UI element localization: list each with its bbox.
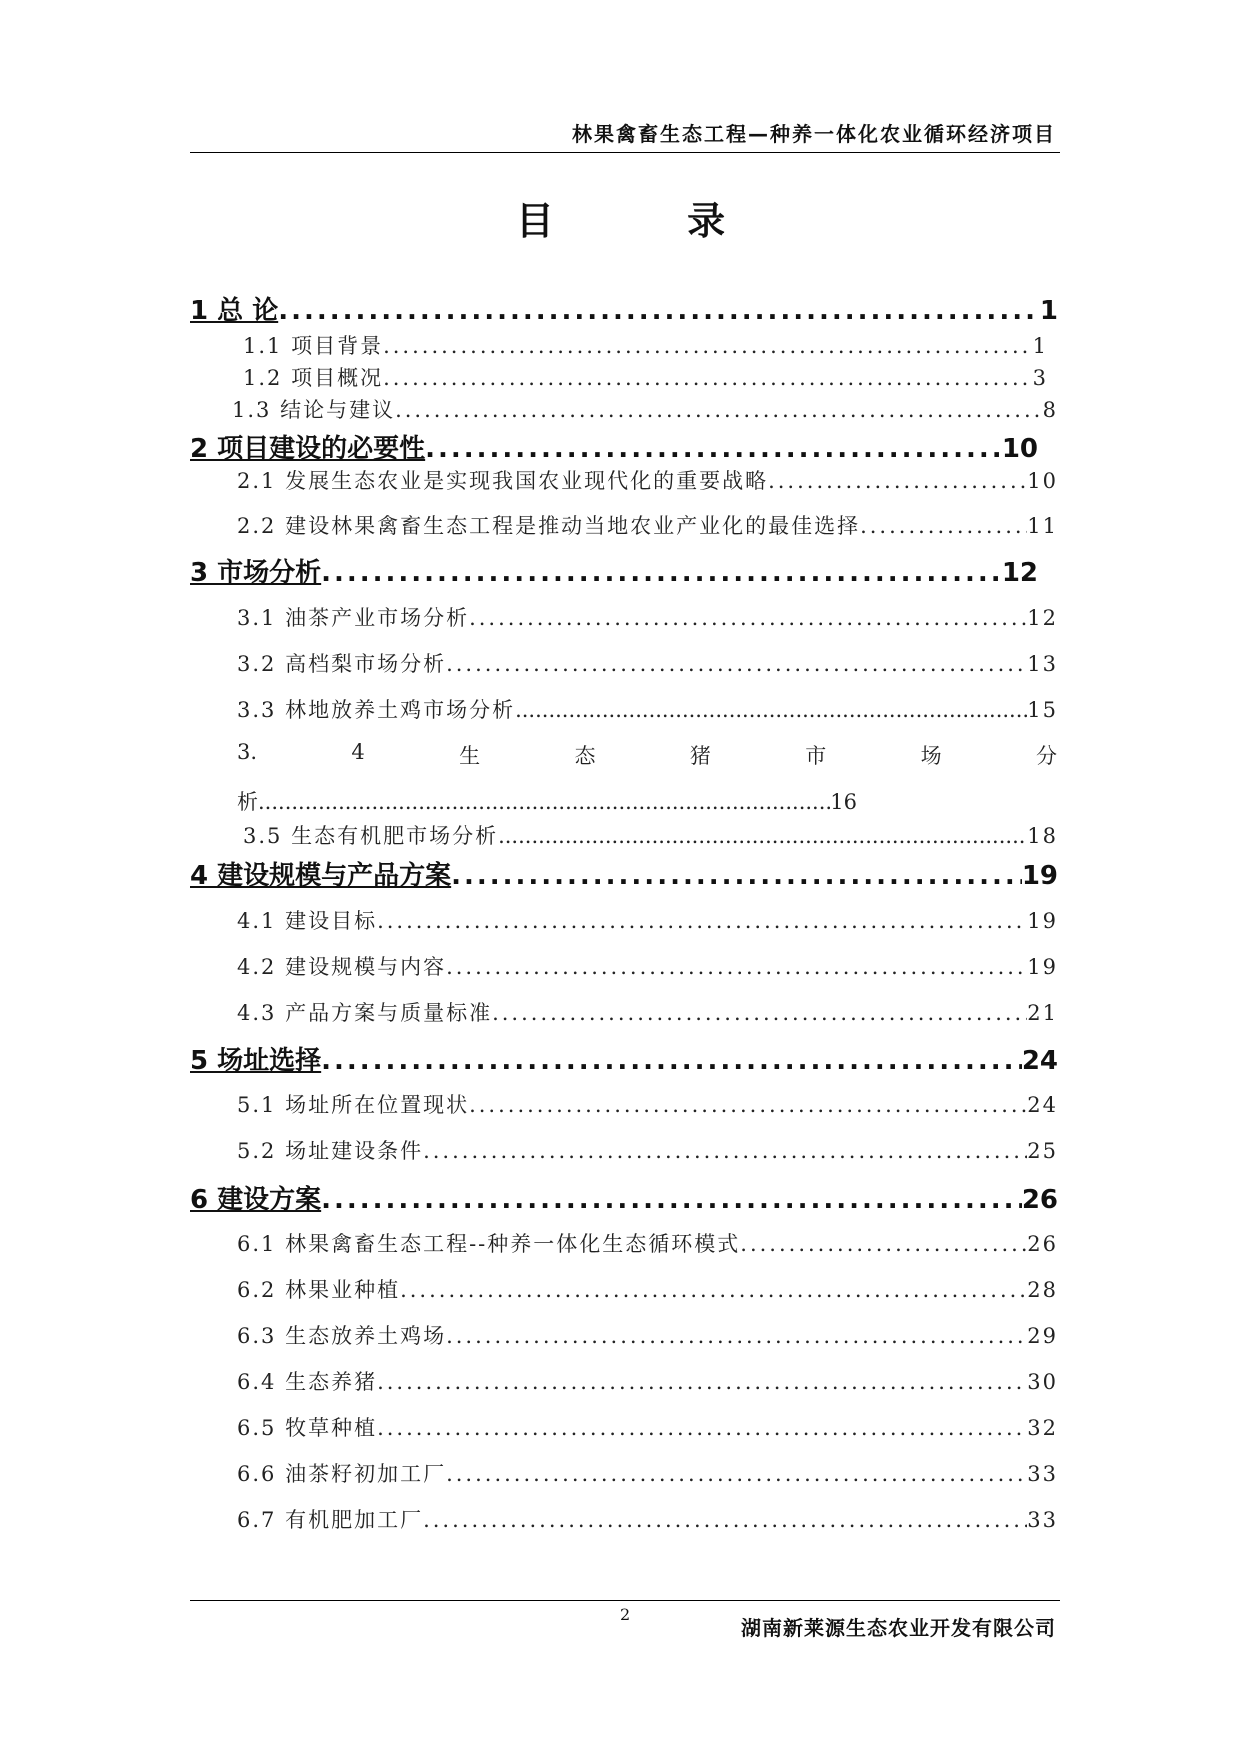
toc-label: 5 场址选择: [190, 1046, 322, 1076]
toc-label: 6.7 有机肥加工厂: [237, 1508, 424, 1532]
page-title: 目 录: [515, 199, 786, 243]
toc-label: 6 建设方案: [190, 1185, 322, 1215]
toc-page: 12: [1001, 558, 1038, 588]
toc-label-part: 分: [1035, 744, 1057, 768]
toc-entry-6-4[interactable]: [237, 1366, 1058, 1396]
toc-entry-6-7[interactable]: [237, 1504, 1058, 1534]
toc-page: 26: [1027, 1232, 1058, 1256]
toc-page: 1: [1032, 334, 1048, 358]
dot-leader: [423, 1139, 1027, 1163]
toc-page: 18: [1027, 824, 1058, 848]
toc-label: 3 市场分析: [190, 558, 322, 588]
toc-label: 2 项目建设的必要性: [190, 434, 426, 464]
toc-page: 3: [1032, 366, 1048, 390]
dot-leader: [278, 296, 1040, 326]
toc-entry-6-2[interactable]: [237, 1274, 1058, 1304]
dot-leader: [321, 1185, 1022, 1215]
toc-entry-3-3[interactable]: [237, 694, 1058, 724]
toc-label: 1.2 项目概况: [243, 366, 384, 390]
dot-leader: [515, 698, 1027, 722]
toc-label-part: 3.: [237, 740, 258, 764]
toc-label: 1 总 论: [190, 296, 279, 326]
toc-entry-2[interactable]: [190, 428, 1038, 465]
header-title: 林果禽畜生态工程—种养一体化农业循环经济项目: [572, 122, 1056, 146]
toc-entry-3-5[interactable]: [243, 820, 1058, 850]
toc-entry-1-2[interactable]: [243, 362, 1048, 392]
toc-label: 4.1 建设目标: [237, 909, 378, 933]
dot-leader: [860, 514, 1027, 538]
toc-entry-6[interactable]: [190, 1179, 1058, 1216]
toc-label: 1.1 项目背景: [243, 334, 384, 358]
toc-page: 29: [1027, 1324, 1058, 1348]
toc-page: 24: [1021, 1046, 1058, 1076]
toc-entry-6-6[interactable]: [237, 1458, 1058, 1488]
toc-label-part: 4: [351, 740, 365, 764]
dot-leader: [423, 1508, 1027, 1532]
dot-leader: [400, 1278, 1027, 1302]
toc-label: 析: [237, 790, 258, 814]
footer-page-number: 2: [620, 1605, 631, 1624]
toc-page: 10: [1027, 469, 1058, 493]
toc-page: 12: [1027, 606, 1058, 630]
dot-leader: [446, 652, 1027, 676]
dot-leader: [383, 366, 1033, 390]
dot-leader: [446, 1462, 1027, 1486]
toc-label-part: 市: [805, 744, 827, 768]
toc-label: 2.1 发展生态农业是实现我国农业现代化的重要战略: [237, 469, 769, 493]
dot-leader: [451, 861, 1022, 891]
dot-leader: [377, 1370, 1027, 1394]
dot-leader: [768, 469, 1027, 493]
toc-label: 1.3 结论与建议: [232, 398, 396, 422]
toc-page: 24: [1027, 1093, 1058, 1117]
toc-entry-3-2[interactable]: [237, 648, 1058, 678]
dot-leader: [446, 1324, 1027, 1348]
toc-label: 3.1 油茶产业市场分析: [237, 606, 470, 630]
toc-label: 6.3 生态放养土鸡场: [237, 1324, 447, 1348]
toc-page: 33: [1027, 1508, 1058, 1532]
toc-label: 5.1 场址所在位置现状: [237, 1093, 470, 1117]
toc-entry-3-4[interactable]: [237, 740, 1057, 770]
dot-leader: [321, 1046, 1022, 1076]
toc-label: 6.1 林果禽畜生态工程--种养一体化生态循环模式: [237, 1232, 741, 1256]
toc-label-part: 猪: [689, 744, 711, 768]
toc-entry-6-3[interactable]: [237, 1320, 1058, 1350]
dot-leader: [395, 398, 1043, 422]
dot-leader: [377, 909, 1027, 933]
toc-label: 3.5 生态有机肥市场分析: [243, 824, 499, 848]
toc-page: 19: [1021, 861, 1058, 891]
dot-leader: [492, 1001, 1027, 1025]
footer-rule: [190, 1600, 1060, 1601]
toc-page: 19: [1027, 909, 1058, 933]
dot-leader: [498, 824, 1027, 848]
toc-page: 26: [1021, 1185, 1058, 1215]
toc-entry-3-4-cont[interactable]: [237, 786, 857, 816]
toc-entry-4[interactable]: [190, 855, 1058, 892]
toc-entry-2-2[interactable]: [237, 510, 1058, 540]
toc-page: 33: [1027, 1462, 1058, 1486]
toc-page: 13: [1027, 652, 1058, 676]
dot-leader: [321, 558, 1002, 588]
toc-page: 8: [1042, 398, 1058, 422]
toc-page: 15: [1027, 698, 1058, 722]
dot-leader: [469, 1093, 1027, 1117]
toc-label: 2.2 建设林果禽畜生态工程是推动当地农业产业化的最佳选择: [237, 514, 861, 538]
header-rule: [190, 152, 1060, 153]
toc-entry-4-1[interactable]: [237, 905, 1058, 935]
toc-page: 30: [1027, 1370, 1058, 1394]
toc-page: 1: [1039, 296, 1058, 326]
dot-leader: [425, 434, 1002, 464]
toc-label: 3.3 林地放养土鸡市场分析: [237, 698, 516, 722]
toc-page: 16: [830, 790, 857, 814]
toc-entry-6-1[interactable]: [237, 1228, 1058, 1258]
dot-leader: [383, 334, 1033, 358]
toc-label: 6.6 油茶籽初加工厂: [237, 1462, 447, 1486]
toc-page: 21: [1027, 1001, 1058, 1025]
toc-label: 6.5 牧草种植: [237, 1416, 378, 1440]
dot-leader: [740, 1232, 1027, 1256]
toc-entry-5-1[interactable]: [237, 1089, 1058, 1119]
footer-company: 湖南新莱源生态农业开发有限公司: [741, 1616, 1056, 1640]
toc-label: 3.2 高档梨市场分析: [237, 652, 447, 676]
toc-entry-4-2[interactable]: [237, 951, 1058, 981]
toc-label-part: 场: [920, 744, 942, 768]
toc-label: 4.3 产品方案与质量标准: [237, 1001, 493, 1025]
toc-page: 25: [1027, 1139, 1058, 1163]
toc-page: 11: [1027, 514, 1058, 538]
dot-leader: [377, 1416, 1027, 1440]
toc-entry-1-3[interactable]: [232, 394, 1058, 424]
toc-entry-1[interactable]: [190, 290, 1058, 327]
toc-entry-5[interactable]: [190, 1040, 1058, 1077]
toc-page: 19: [1027, 955, 1058, 979]
toc-label: 6.4 生态养猪: [237, 1370, 378, 1394]
toc-label-part: 生: [459, 744, 481, 768]
toc-entry-3-1[interactable]: [237, 602, 1058, 632]
toc-entry-1-1[interactable]: [243, 330, 1048, 360]
toc-entry-3[interactable]: [190, 552, 1038, 589]
toc-label-part: 态: [574, 744, 596, 768]
toc-entry-6-5[interactable]: [237, 1412, 1058, 1442]
toc-label: 5.2 场址建设条件: [237, 1139, 424, 1163]
toc-page: 10: [1001, 434, 1038, 464]
toc-label: 4.2 建设规模与内容: [237, 955, 447, 979]
toc-page: 28: [1027, 1278, 1058, 1302]
toc-entry-2-1[interactable]: [237, 465, 1058, 495]
toc-page: 32: [1027, 1416, 1058, 1440]
dot-leader: [469, 606, 1027, 630]
toc-label: 4 建设规模与产品方案: [190, 861, 452, 891]
toc-label: 6.2 林果业种植: [237, 1278, 401, 1302]
dot-leader: [446, 955, 1027, 979]
toc-entry-5-2[interactable]: [237, 1135, 1058, 1165]
dot-leader: [258, 790, 830, 814]
toc-entry-4-3[interactable]: [237, 997, 1058, 1027]
